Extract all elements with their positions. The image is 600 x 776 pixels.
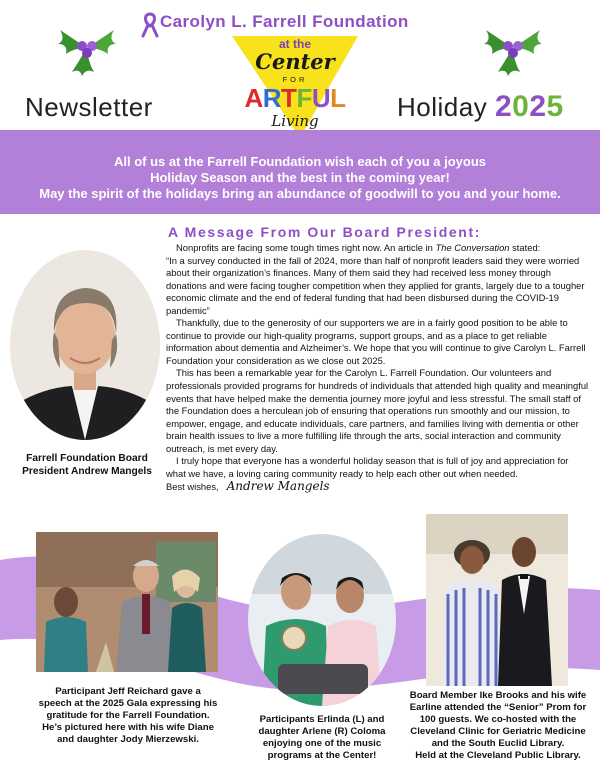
message-paragraph: I truly hope that everyone has a wonderful holiday season that is full of joy and appreciation for what we have, a loving caring community ready to help each other out when needed. (166, 455, 569, 479)
message-body (166, 242, 590, 494)
logo-line-living: Living (271, 112, 319, 130)
year-label (495, 90, 564, 123)
caption-line: Cleveland Clinic for Geriatric Medicine (410, 726, 586, 737)
message-paragraph (166, 242, 590, 255)
holly-icon (52, 18, 122, 78)
caption-gala-speech (30, 686, 226, 746)
caption-music-program (238, 714, 406, 762)
message-paragraph: Thankfully, due to the generosity of our supporters we are in a fairly good position to be able to continue to provide our high-quality programs, support groups, and as a place to get reliable information about dementia and Alzheimer’s. We hope that you will continue to give Carolyn L. Farrell Foundation your consideration as we close out 2025. (166, 317, 586, 366)
source-title: The Conversation (435, 242, 510, 253)
newsletter-label: Newsletter (25, 92, 153, 122)
foundation-name: Carolyn L. Farrell Foundation (160, 12, 409, 31)
logo-letter: L (330, 83, 346, 113)
logo-letter: A (244, 83, 263, 113)
logo-line-at-the: at the (278, 37, 311, 51)
year-digit: 2 (529, 90, 547, 123)
logo-line-center: Center (255, 49, 335, 74)
caption-line: daughter Arlene (R) Coloma (258, 726, 386, 737)
caption-line: enjoying one of the music (262, 738, 382, 749)
message-title: A Message From Our Board President: (168, 224, 481, 240)
holiday-year-label (397, 90, 564, 124)
holly-icon (478, 18, 548, 78)
photo-music-program (248, 534, 396, 706)
caption-line: He’s pictured here with his wife Diane (42, 722, 214, 733)
caption-line: gratitude for the Farrell Foundation. (46, 710, 210, 721)
closing-text: Best wishes, (166, 481, 219, 493)
caption-line: 100 guests. We co-hosted with the (419, 714, 577, 725)
logo-letter: T (281, 83, 297, 113)
logo-word-artful (230, 83, 360, 114)
president-caption-line: President Andrew Mangels (22, 466, 152, 477)
year-digit: 5 (546, 90, 564, 123)
holiday-label: Holiday (397, 92, 488, 122)
caption-line: and the South Euclid Library. (431, 738, 565, 749)
center-for-artful-living-logo (230, 34, 360, 139)
message-paragraph: This has been a remarkable year for the Carolyn L. Farrell Foundation. Our volunteers and professionals provided programs for hundreds of individuals that attended high quality and meaningful events that have helped make the dementia journey more joyful and less stressful. The small staff of the Foundation does a herculean job of ensuring that operations run smoothly and our mission, to empower, engage, and educate individuals, care partners, and families living with dementia or other brain health issues to live a more fulfilling life through the arts, social interaction and community outreach, is met every day. (166, 367, 589, 454)
logo-letter: F (296, 83, 312, 113)
photo-senior-prom (426, 514, 568, 686)
holiday-greeting-banner (0, 130, 600, 214)
paragraph-text: stated: (509, 242, 541, 253)
caption-line: Held at the Cleveland Public Library. (415, 750, 581, 761)
caption-line: speech at the 2025 Gala expressing his (38, 698, 218, 709)
president-photo (10, 250, 160, 440)
logo-line-for: FOR (282, 75, 308, 84)
caption-line: Earline attended the “Senior” Prom for (409, 702, 587, 713)
year-digit: 2 (494, 90, 513, 123)
awareness-ribbon-icon (140, 10, 160, 38)
caption-line: and daughter Jody Mierzewski. (57, 734, 199, 745)
caption-line: Participant Jeff Reichard gave a (55, 686, 201, 697)
banner-line-1: All of us at the Farrell Foundation wish each of you a joyous (114, 154, 486, 169)
year-digit: 0 (512, 90, 530, 123)
message-closing (166, 480, 590, 494)
message-quote: “In a survey conducted in the fall of 2024, more than half of nonprofit leaders said they were worried about their organization’s finances. Many of them said they had received less money through donations and were facing tougher competition when they applied for grants, largely due to a tougher economic climate and the end of federal funding that had been disbursed during the COVID-19 pandemic” (166, 254, 585, 316)
signature: Andrew Mangels (226, 479, 330, 494)
logo-letter: U (311, 83, 331, 113)
logo-letter: R (262, 83, 282, 113)
president-caption-line: Farrell Foundation Board (26, 453, 148, 464)
caption-line: programs at the Center! (267, 750, 377, 761)
banner-line-2: Holiday Season and the best in the coming year! (150, 170, 450, 185)
president-caption (14, 452, 160, 478)
banner-line-3: May the spirit of the holidays bring an abundance of goodwill to you and your home. (39, 186, 561, 201)
caption-line: Participants Erlinda (L) and (259, 714, 385, 725)
paragraph-text: Nonprofits are facing some tough times right now. An article in (176, 242, 436, 253)
caption-senior-prom (400, 690, 596, 762)
caption-line: Board Member Ike Brooks and his wife (409, 690, 587, 701)
photo-gala-speech (36, 532, 218, 672)
